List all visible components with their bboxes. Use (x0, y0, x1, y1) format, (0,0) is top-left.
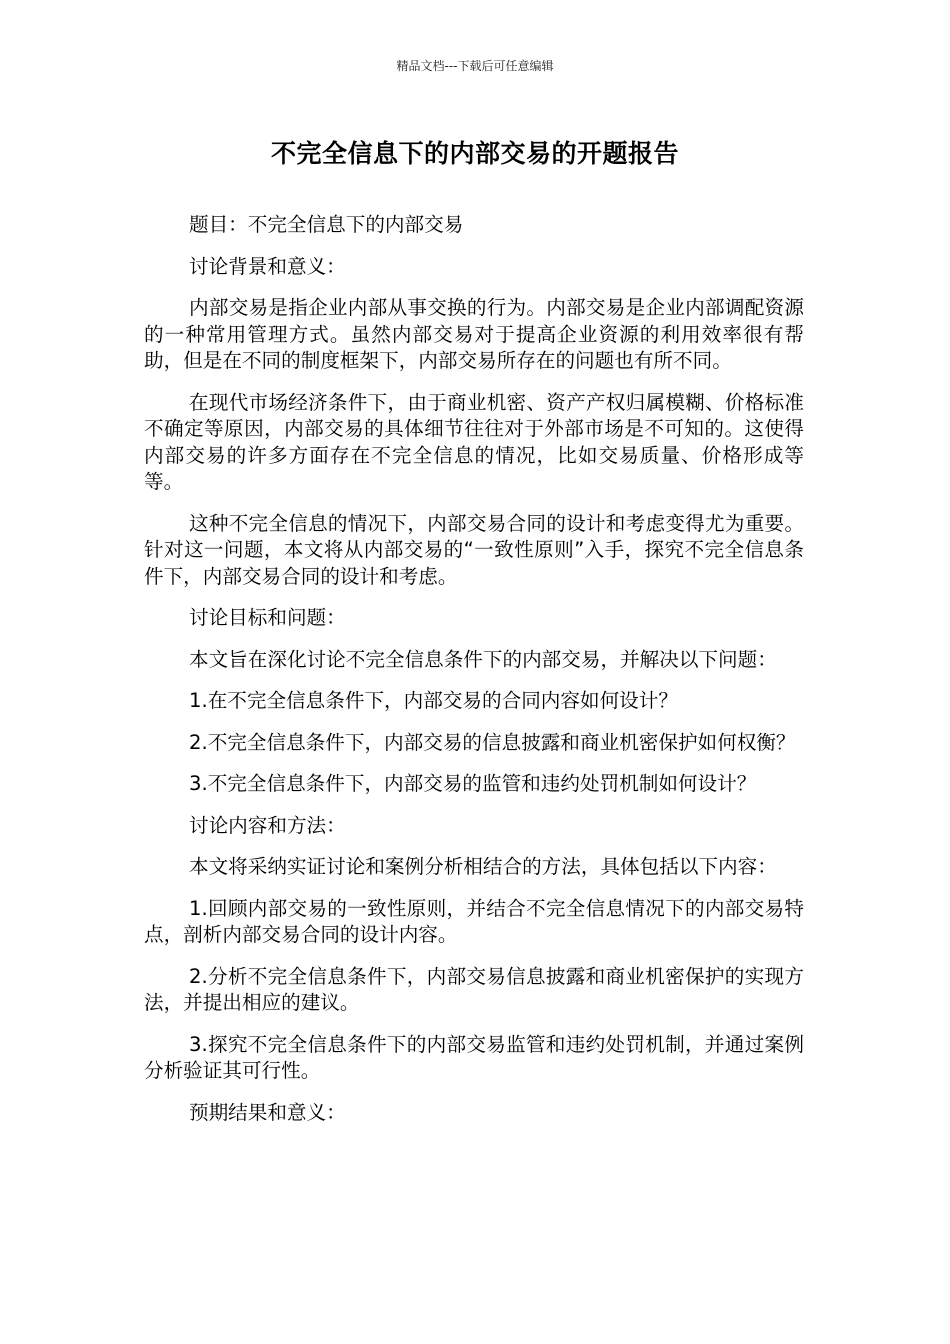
section-heading-methods: 讨论内容和方法： (189, 813, 346, 837)
list-item: 2.分析不完全信息条件下，内部交易信息披露和商业机密保护的实现方法，并提出相应的建议。 (144, 964, 804, 1014)
header-note: 精品文档---下载后可任意编辑 (396, 59, 554, 73)
body-paragraph: 这种不完全信息的情况下，内部交易合同的设计和考虑变得尤为重要。针对这一问题，本文将从内部交易的“一致性原则”入手，探究不完全信息条件下，内部交易合同的设计和考虑。 (144, 511, 804, 588)
document-body (144, 212, 804, 1141)
section-heading-background: 讨论背景和意义： (189, 254, 346, 278)
body-paragraph: 在现代市场经济条件下，由于商业机密、资产产权归属模糊、价格标准不确定等原因，内部交易的具体细节往往对于外部市场是不可知的。这使得内部交易的许多方面存在不完全信息的情况，比如交易质量、价格形成等等。 (144, 390, 804, 493)
section-heading-goals: 讨论目标和问题： (189, 606, 346, 629)
list-item: 3.不完全信息条件下，内部交易的监管和违约处罚机制如何设计？ (189, 772, 757, 795)
topic-line: 题目：不完全信息下的内部交易 (189, 213, 464, 236)
list-item: 1.在不完全信息条件下，内部交易的合同内容如何设计？ (189, 689, 678, 712)
body-paragraph: 内部交易是指企业内部从事交换的行为。内部交易是企业内部调配资源的一种常用管理方式。虽然内部交易对于提高企业资源的利用效率很有帮助，但是在不同的制度框架下，内部交易所存在的问题也有所不同。 (144, 296, 804, 372)
body-paragraph: 本文将采纳实证讨论和案例分析相结合的方法，具体包括以下内容： (189, 855, 777, 878)
section-heading-results: 预期结果和意义： (189, 1100, 346, 1124)
list-item: 3.探究不完全信息条件下的内部交易监管和违约处罚机制，并通过案例分析验证其可行性。 (144, 1032, 804, 1082)
list-item: 2.不完全信息条件下，内部交易的信息披露和商业机密保护如何权衡？ (189, 730, 796, 754)
document-title: 不完全信息下的内部交易的开题报告 (270, 139, 679, 168)
list-item: 1.回顾内部交易的一致性原则，并结合不完全信息情况下的内部交易特点，剖析内部交易合同的设计内容。 (144, 896, 804, 946)
body-paragraph: 本文旨在深化讨论不完全信息条件下的内部交易，并解决以下问题： (189, 647, 777, 671)
